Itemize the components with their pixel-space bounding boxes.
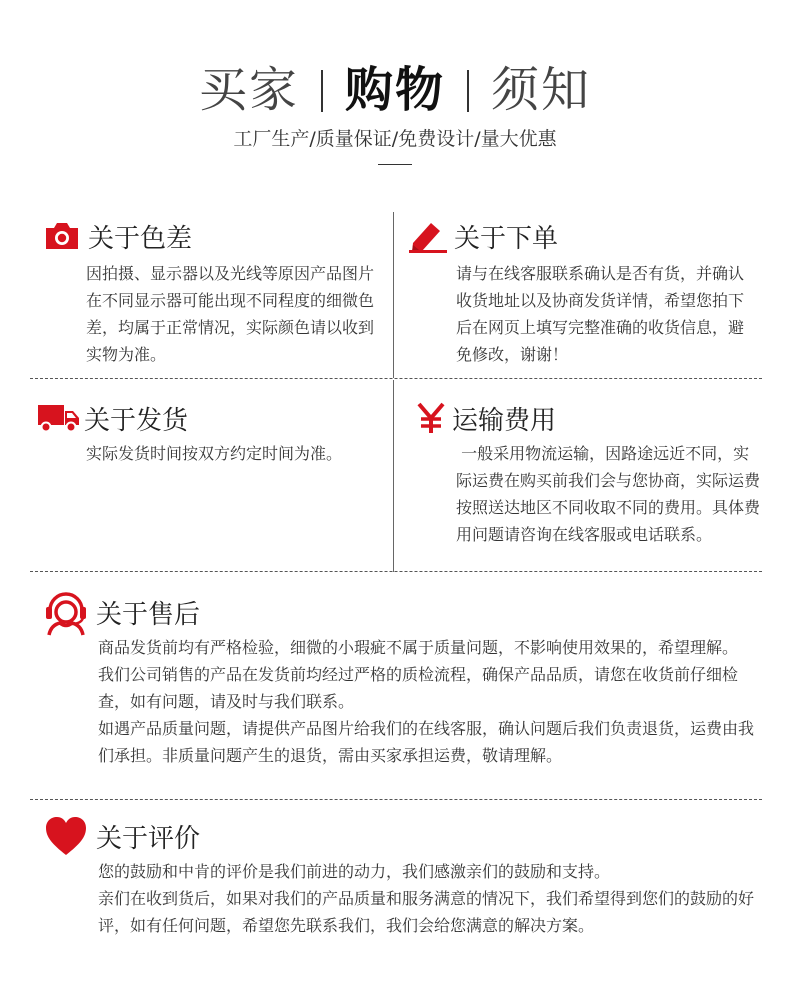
section-divider xyxy=(30,378,762,379)
section-header xyxy=(414,396,764,440)
page-title xyxy=(0,58,790,122)
heart-icon xyxy=(42,812,90,860)
section-paragraph: 我们公司销售的产品在发货前均经过严格的质检流程，确保产品品质，请您在收货前仔细检查，如有问题，请及时与我们联系。 xyxy=(98,665,739,711)
section-order xyxy=(408,214,753,368)
title-bold: 购物 xyxy=(344,62,445,118)
section-text: 请与在线客服联系确认是否有货，并确认收货地址以及协商发货详情，希望您拍下后在网页上填写完整准确的收货信息，避免修改，谢谢！ xyxy=(456,264,745,364)
section-header xyxy=(42,214,382,258)
page-header xyxy=(0,58,790,165)
camera-icon xyxy=(42,216,82,256)
section-title: 关于评价 xyxy=(96,823,201,854)
section-text: 实际发货时间按双方约定时间为准。 xyxy=(86,444,343,463)
section-review xyxy=(42,812,762,939)
section-paragraph: 您的鼓励和中肯的评价是我们前进的动力，我们感激亲们的鼓励和支持。 xyxy=(98,862,611,881)
title-divider xyxy=(467,70,469,112)
section-title: 关于下单 xyxy=(454,223,559,254)
section-body xyxy=(98,634,760,769)
section-header xyxy=(42,588,762,636)
truck-icon xyxy=(36,398,82,438)
section-header xyxy=(408,214,753,258)
section-freight xyxy=(414,396,764,548)
section-header xyxy=(42,812,762,860)
section-title: 关于色差 xyxy=(88,223,193,254)
section-body xyxy=(98,858,760,939)
section-divider xyxy=(30,799,762,800)
section-divider xyxy=(30,571,762,572)
section-title: 关于售后 xyxy=(96,599,201,630)
section-color-difference xyxy=(42,214,382,368)
section-paragraph: 亲们在收到货后，如果对我们的产品质量和服务满意的情况下，我们希望得到您们的鼓励的好评，如有任何问题，希望您先联系我们，我们会给您满意的解决方案。 xyxy=(98,889,755,935)
section-text: 因拍摄、显示器以及光线等原因产品图片在不同显示器可能出现不同程度的细微色差，均属于正常情况，实际颜色请以收到实物为准。 xyxy=(86,264,375,364)
section-header xyxy=(36,396,382,440)
column-divider xyxy=(393,380,394,572)
section-text: 一般采用物流运输，因路途远近不同，实际运费在购买前我们会与您协商，实际运费按照送达地区不同收取不同的费用。具体费用问题请咨询在线客服或电话联系。 xyxy=(456,444,761,544)
yen-icon xyxy=(414,398,448,438)
column-divider xyxy=(393,212,394,378)
section-title: 运输费用 xyxy=(452,405,557,436)
title-right: 须知 xyxy=(491,62,592,118)
title-left: 买家 xyxy=(198,62,299,118)
title-divider xyxy=(321,70,323,112)
section-paragraph: 如遇产品质量问题，请提供产品图片给我们的在线客服，确认问题后我们负责退货，运费由我们承担。非质量问题产生的退货，需由买家承担运费，敬请理解。 xyxy=(98,719,755,765)
section-shipping xyxy=(36,396,382,467)
section-after-sale xyxy=(42,588,762,769)
section-paragraph: 商品发货前均有严格检验，细微的小瑕疵不属于质量问题，不影响使用效果的，希望理解。 xyxy=(98,638,739,657)
section-title: 关于发货 xyxy=(84,405,189,436)
pencil-icon xyxy=(408,216,448,256)
page-subtitle: 工厂生产/质量保证/免费设计/量大优惠 xyxy=(233,128,557,150)
subtitle-underline xyxy=(378,164,412,165)
customer-service-icon xyxy=(42,588,90,636)
